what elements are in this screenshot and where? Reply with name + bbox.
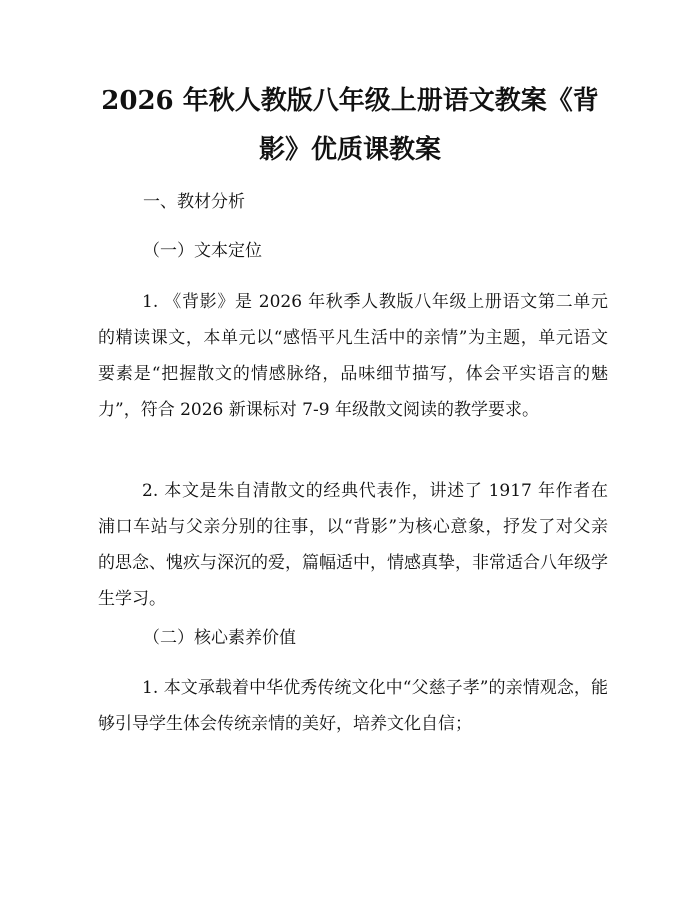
paragraph-text-positioning-2: 2. 本文是朱自清散文的经典代表作，讲述了 1917 年作者在浦口车站与父亲分别的往事，以“背影”为核心意象，抒发了对父亲的思念、愧疚与深沉的爱，篇幅适中，情感真挚，非常适合八年级学生学习。 [98,481,608,609]
paragraph-core-literacy-1: 1. 本文承载着中华优秀传统文化中“父慈子孝”的亲情观念，能够引导学生体会传统亲情的美好，培养文化自信； [98,678,608,734]
section-heading-teaching-material-analysis: 一、教材分析 [143,192,245,212]
subsection-heading-core-literacy-value: （二）核心素养价值 [143,628,296,648]
document-title-line-2: 影》优质课教案 [258,135,441,165]
paragraph-text-positioning-1: 1. 《背影》是 2026 年秋季人教版八年级上册语文第二单元的精读课文，本单元以“感悟平凡生活中的亲情”为主题，单元语文要素是“把握散文的情感脉络，品味细节描写，体会平实语言的魅力”，符合 2026 新课标对 7-9 年级散文阅读的教学要求。 [98,292,608,420]
subsection-heading-text-positioning: （一）文本定位 [143,241,262,261]
document-title-line-1: 2026 年秋人教版八年级上册语文教案《背 [101,86,599,116]
